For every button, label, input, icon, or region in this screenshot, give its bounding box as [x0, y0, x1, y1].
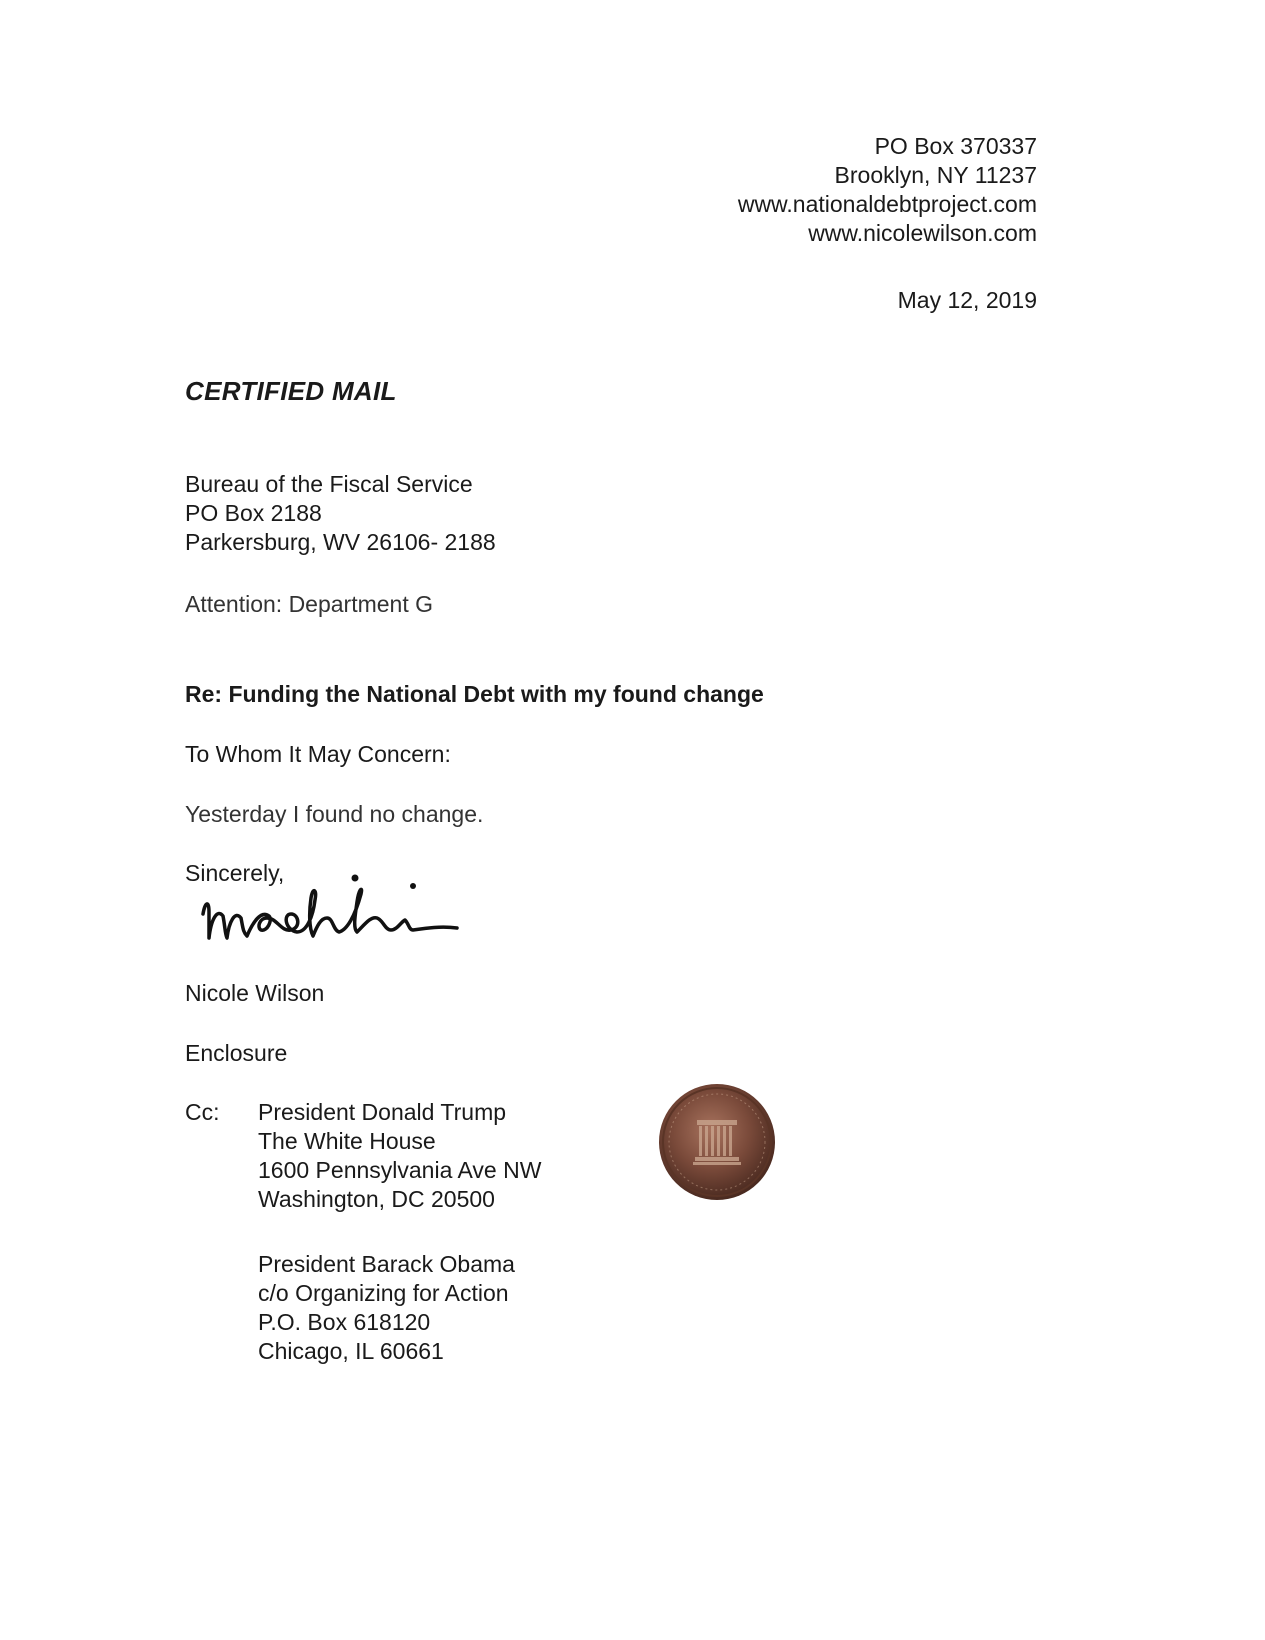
sender-address-line: PO Box 370337 — [874, 133, 1037, 159]
delivery-method: CERTIFIED MAIL — [185, 376, 397, 406]
attention-line: Attention: Department G — [185, 591, 434, 617]
penny-coin-image — [655, 1080, 780, 1205]
cc-recipient-org: The White House — [258, 1128, 436, 1154]
letter-date: May 12, 2019 — [897, 287, 1037, 313]
cc-recipient — [258, 1098, 541, 1214]
subject-line: Re: Funding the National Debt with my found change — [185, 681, 764, 707]
cc-recipient-name: President Donald Trump — [258, 1099, 507, 1125]
sender-city-line: Brooklyn, NY 11237 — [834, 162, 1037, 188]
handwritten-signature — [195, 872, 465, 952]
signer-name: Nicole Wilson — [185, 980, 325, 1006]
sender-website-national-debt: www.nationaldebtproject.com — [737, 191, 1037, 217]
cc-recipient — [258, 1250, 515, 1366]
cc-recipient-name: President Barack Obama — [258, 1251, 515, 1277]
cc-recipient-org: c/o Organizing for Action — [258, 1280, 509, 1306]
sender-address — [738, 132, 1037, 248]
salutation: To Whom It May Concern: — [185, 741, 451, 767]
recipient-city-line: Parkersburg, WV 26106- 2188 — [185, 529, 496, 555]
sender-website-personal: www.nicolewilson.com — [808, 220, 1037, 246]
closing: Sincerely, — [185, 860, 285, 886]
letter-body: Yesterday I found no change. — [185, 801, 484, 827]
cc-recipient-city: Washington, DC 20500 — [258, 1186, 495, 1212]
cc-recipient-street: P.O. Box 618120 — [258, 1309, 431, 1335]
recipient-address-line: PO Box 2188 — [185, 500, 322, 526]
cc-label: Cc: — [185, 1099, 220, 1125]
recipient-address — [185, 470, 496, 557]
cc-recipient-street: 1600 Pennsylvania Ave NW — [258, 1157, 542, 1183]
cc-recipient-city: Chicago, IL 60661 — [258, 1338, 444, 1364]
enclosure-note: Enclosure — [185, 1040, 288, 1066]
recipient-name: Bureau of the Fiscal Service — [185, 471, 473, 497]
